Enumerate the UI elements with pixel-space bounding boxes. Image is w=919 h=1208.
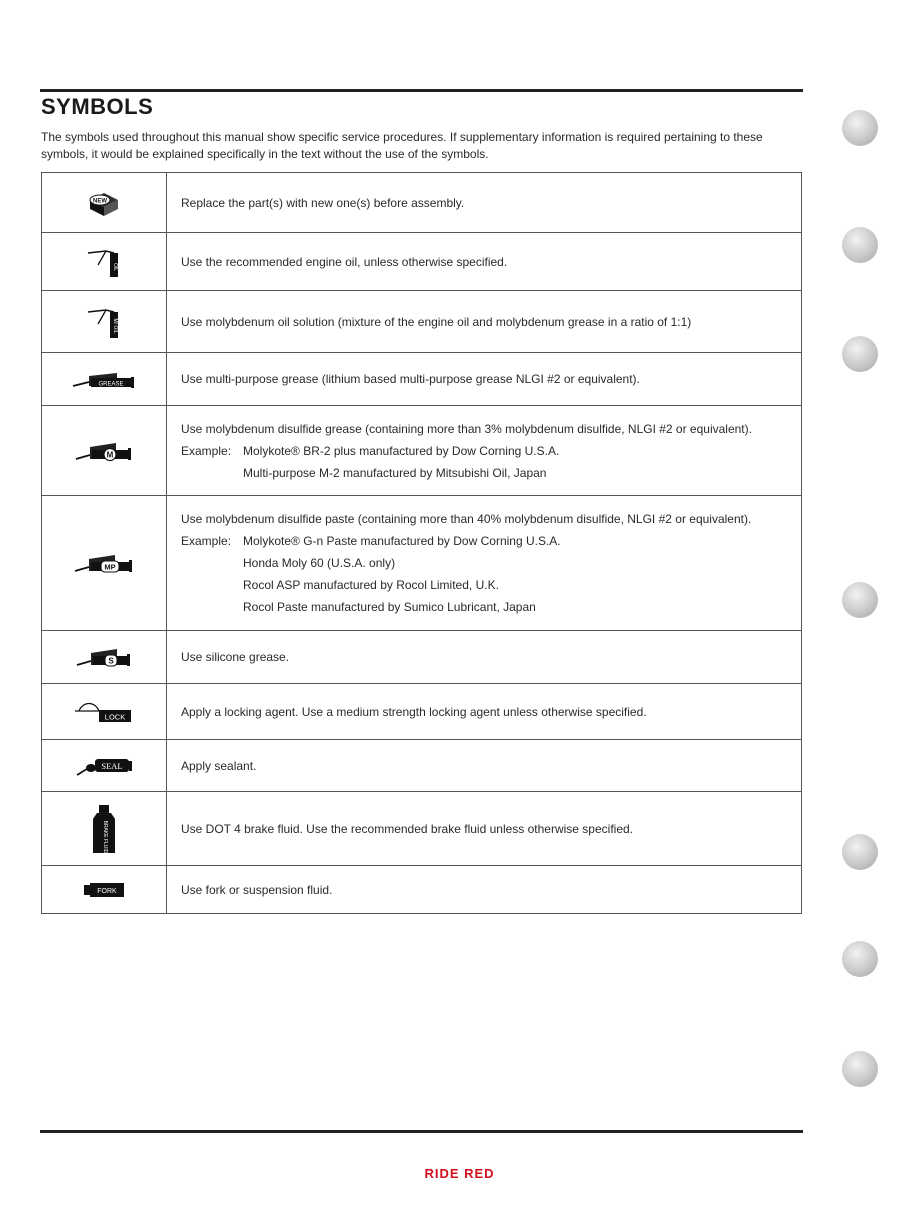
row-text: Use silicone grease. (181, 650, 290, 664)
brake-fluid-icon (89, 803, 119, 855)
grease-icon (69, 368, 139, 390)
description-cell (167, 173, 802, 233)
icon-cell (42, 631, 167, 684)
icon-label: S (108, 656, 114, 666)
icon-cell (42, 496, 167, 631)
description-cell (167, 740, 802, 792)
icon-cell (42, 173, 167, 233)
row-text: Use molybdenum disulfide paste (containing more than 40% molybdenum disulfide, NLGI #2 or equivalent). (181, 512, 752, 526)
locking-agent-icon (73, 699, 135, 725)
section-tab-marker (842, 941, 878, 977)
description-cell (167, 233, 802, 291)
icon-cell (42, 406, 167, 496)
example-item: Honda Moly 60 (U.S.A. only) (243, 556, 396, 570)
description-cell (167, 866, 802, 914)
row-text: Use molybdenum oil solution (mixture of the engine oil and molybdenum grease in a ratio of 1:1) (181, 314, 692, 329)
icon-label: FORK (97, 887, 117, 895)
icon-cell (42, 792, 167, 866)
icon-cell (42, 291, 167, 353)
table-row (42, 631, 802, 684)
bottom-rule (40, 1130, 803, 1133)
table-row (42, 353, 802, 406)
example-item: Molykote® G-n Paste manufactured by Dow Corning U.S.A. (243, 534, 561, 548)
icon-cell (42, 233, 167, 291)
section-tab-marker (842, 834, 878, 870)
symbols-table (41, 172, 802, 914)
page-title: SYMBOLS (41, 94, 154, 119)
row-text: Apply sealant. (181, 758, 257, 773)
moly-oil-icon (84, 304, 124, 340)
icon-label: BRAKE FLUID (102, 820, 108, 853)
table-row (42, 684, 802, 740)
sealant-icon (73, 753, 135, 779)
table-row (42, 291, 802, 353)
section-tab-marker (842, 110, 878, 146)
example-item: Multi-purpose M-2 manufactured by Mitsubishi Oil, Japan (243, 465, 547, 480)
table-row (42, 406, 802, 496)
fork-fluid-icon (82, 879, 126, 901)
row-text: Use multi-purpose grease (lithium based multi-purpose grease NLGI #2 or equivalent). (181, 372, 640, 386)
icon-label: MP (104, 562, 116, 572)
icon-cell (42, 353, 167, 406)
description-cell (167, 631, 802, 684)
example-label: Example: (181, 443, 232, 458)
table-row (42, 496, 802, 631)
row-text: Use fork or suspension fluid. (181, 882, 333, 897)
moly-paste-icon (71, 551, 137, 575)
silicone-grease-icon (73, 645, 135, 669)
table-row (42, 792, 802, 866)
icon-label: NEW (93, 198, 107, 204)
icon-cell (42, 866, 167, 914)
engine-oil-icon (84, 245, 124, 279)
icon-label: GREASE (98, 381, 124, 388)
row-text: Use the recommended engine oil, unless otherwise specified. (181, 254, 508, 269)
icon-label: M/ OIL (112, 317, 118, 334)
table-row (42, 866, 802, 914)
description-cell (167, 496, 802, 631)
row-text: Replace the part(s) with new one(s) before assembly. (181, 195, 465, 210)
table-row (42, 173, 802, 233)
description-cell (167, 792, 802, 866)
intro-paragraph: The symbols used throughout this manual show specific service procedures. If supplementary information is required pertaining to these symbols, it would be explained specifically in the text without the use of the symbols. (41, 130, 763, 161)
example-item: Molykote® BR-2 plus manufactured by Dow Corning U.S.A. (243, 443, 560, 458)
table-row (42, 740, 802, 792)
description-cell (167, 406, 802, 496)
description-cell (167, 353, 802, 406)
row-text: Use DOT 4 brake fluid. Use the recommended brake fluid unless otherwise specified. (181, 821, 633, 836)
icon-label: SEAL (101, 760, 123, 771)
example-item: Rocol ASP manufactured by Rocol Limited, U.K. (243, 578, 499, 592)
row-text: Use molybdenum disulfide grease (containing more than 3% molybdenum disulfide, NLGI #2 or equivalent). (181, 421, 752, 436)
new-part-icon (84, 188, 124, 218)
icon-label: LOCK (104, 712, 126, 721)
section-tab-marker (842, 1051, 878, 1087)
moly-grease-icon (72, 439, 136, 463)
icon-label: OIL (112, 262, 118, 271)
icon-cell (42, 740, 167, 792)
table-row (42, 233, 802, 291)
example-item: Rocol Paste manufactured by Sumico Lubricant, Japan (243, 600, 536, 614)
description-cell (167, 291, 802, 353)
description-cell (167, 684, 802, 740)
icon-cell (42, 684, 167, 740)
footer-brand: RIDE RED (424, 1166, 495, 1181)
section-tab-marker (842, 336, 878, 372)
top-rule (40, 89, 803, 92)
section-tab-marker (842, 227, 878, 263)
icon-label: M (106, 450, 114, 459)
section-tab-marker (842, 582, 878, 618)
row-text: Apply a locking agent. Use a medium strength locking agent unless otherwise specified. (181, 704, 647, 719)
example-label: Example: (181, 534, 232, 548)
